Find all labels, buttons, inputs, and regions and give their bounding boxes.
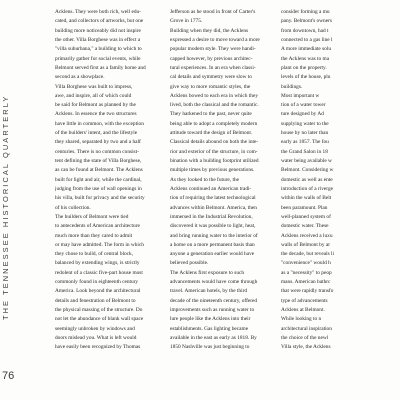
text-line: they chose to build, of central block, bbox=[55, 251, 134, 258]
text-line: cated, and collectors of artworks, but one bbox=[55, 18, 144, 25]
text-line: redolent of a classic five-part house most bbox=[55, 269, 143, 276]
text-line: building more noticeably did not inspire bbox=[55, 27, 141, 34]
text-line: centuries. There is no common consist- bbox=[55, 148, 139, 155]
text-line: Jefferson as he stood in front of Carter's bbox=[170, 9, 256, 15]
text-line: Most important w bbox=[281, 92, 320, 99]
text-line: While looking to n bbox=[281, 316, 322, 323]
text-line: domestic as well as ente bbox=[281, 176, 333, 183]
text-line: "convenience" would h bbox=[281, 260, 331, 267]
text-line: expressed a desire to move toward a more bbox=[170, 36, 260, 43]
text-line: introduction of a riverge bbox=[281, 185, 333, 192]
text-line: the decade, but reveals li bbox=[281, 251, 334, 258]
text-line: or may have admitted. The form in which bbox=[55, 241, 144, 248]
text-line: tent defining the state of Villa Borghese, bbox=[55, 158, 142, 164]
text-line: pany. Belmont's owners bbox=[281, 18, 332, 25]
text-line: water being available w bbox=[281, 158, 332, 164]
text-line: immersed in the Industrial Revolution, bbox=[170, 213, 253, 220]
text-line: America. Look beyond the architectural bbox=[55, 288, 141, 295]
text-line: travel. American hotels, by the third bbox=[170, 288, 248, 295]
text-line: much more than they cared to admit bbox=[55, 232, 133, 239]
text-line: been paramount. Plan bbox=[281, 204, 328, 211]
text-line: built for light and air, while the cardinal, bbox=[55, 176, 142, 183]
text-line: establishments. Gas lighting became bbox=[170, 325, 249, 332]
text-line: Villa Borghese was built to impress, bbox=[55, 83, 133, 90]
text-line: supplying water to the bbox=[281, 120, 329, 127]
text-line: Acklens bowed to each era in which they bbox=[170, 92, 258, 99]
text-line: Acklens continued an American tradi- bbox=[170, 185, 252, 192]
text-line: his villa, built for privacy and the security bbox=[55, 195, 145, 202]
text-line: They harkened to the past, never quite bbox=[170, 111, 252, 118]
text-line: type of advancements bbox=[281, 297, 328, 304]
text-line: seemingly unbroken by windows and bbox=[55, 325, 135, 332]
text-line: being able to adopt a completely modern bbox=[170, 120, 258, 127]
text-line: the Grand Salon in 18 bbox=[281, 148, 328, 155]
text-line: details and fenestration of Belmont to bbox=[55, 297, 136, 304]
text-line: consider forming a mu bbox=[281, 9, 330, 15]
text-line: doors mislead you. What is left would bbox=[55, 334, 137, 341]
text-line: and bring running water to the interior of bbox=[170, 232, 258, 239]
text-line: tion of requiring the latest technological bbox=[170, 195, 256, 202]
text-line: plant on the property. bbox=[281, 64, 327, 71]
text-line: judging from the use of wall openings in bbox=[55, 185, 142, 192]
text-column-2 bbox=[170, 8, 278, 353]
text-line: architectural inspiration bbox=[281, 325, 332, 332]
text-line: improvements such as running water to bbox=[170, 307, 255, 313]
text-line: Classical details abound on both the inte- bbox=[170, 139, 259, 146]
text-line: from downtown, had t bbox=[281, 27, 329, 34]
text-line: buildings. bbox=[281, 83, 303, 90]
text-line: domestic water. These bbox=[281, 223, 329, 230]
text-line: capped however, by previous architec- bbox=[170, 55, 253, 62]
text-line: decade of the nineteenth century, offered bbox=[170, 297, 258, 304]
text-line: ture designed by Ad bbox=[281, 111, 324, 118]
text-line: Acklens at Belmont. bbox=[281, 307, 325, 313]
text-line: Grove in 1775. bbox=[170, 18, 203, 25]
text-line: connected to a gas line l bbox=[281, 36, 333, 43]
text-line: give way to more romantic styles, the bbox=[170, 83, 251, 90]
text-line: awe, and inspire, all of which could bbox=[55, 92, 132, 99]
text-line: house by no later than bbox=[281, 130, 329, 137]
text-line: bination with a building footprint utilized bbox=[170, 158, 259, 164]
text-line: available in the east as early as 1818. By bbox=[170, 334, 257, 341]
text-line: advances within Belmont. America, then bbox=[170, 204, 257, 211]
text-line: tural experiences. In an era when classi- bbox=[170, 64, 256, 71]
text-line: walls of Belmont by ar bbox=[281, 241, 330, 248]
text-line: discovered it was possible to light, heat, bbox=[170, 223, 256, 230]
text-line: the Acklens was to ma bbox=[281, 55, 330, 62]
text-line: lived, both the classical and the romantic. bbox=[170, 102, 259, 109]
text-line: As they looked to the future, the bbox=[170, 176, 240, 183]
text-line: rior and exterior of the structure, in com- bbox=[170, 148, 258, 155]
text-line: levels of the house, plu bbox=[281, 74, 331, 81]
text-line: early as 1857. The fou bbox=[281, 139, 329, 146]
text-line: mans. American bathrc bbox=[281, 279, 331, 286]
text-line: attitude toward the design of Belmont. bbox=[170, 130, 253, 137]
text-line: to antecedents of American architecture bbox=[55, 223, 140, 230]
text-line: Belmont. Considering w bbox=[281, 167, 334, 174]
text-line: second as a showplace. bbox=[55, 74, 105, 81]
text-line: of the builders' intent, and the lifestyle bbox=[55, 130, 138, 137]
text-line: as can be found at Belmont. The Acklens bbox=[55, 167, 143, 174]
text-line: advancements would have come through bbox=[170, 279, 258, 286]
text-line: Building when they did, the Acklens bbox=[170, 27, 249, 34]
text-line: popular modern style. They were handi- bbox=[170, 46, 256, 53]
text-line: as a "necessity" to peop bbox=[281, 269, 332, 276]
text-line: "villa suburbana," a building to which to bbox=[55, 46, 142, 53]
text-line: multiple times by previous generations. bbox=[170, 167, 255, 174]
text-line: A more immediate solu bbox=[281, 46, 332, 53]
text-line: The Acklens first exposure to such bbox=[170, 269, 245, 276]
text-line: tion of a water tower bbox=[281, 102, 326, 109]
text-line: balanced by extending wings, is strictly bbox=[55, 260, 140, 267]
text-line: Villa style, the Acklens bbox=[281, 344, 331, 351]
running-head-text: THE TENNESSEE HISTORICAL QUARTERLY bbox=[1, 94, 10, 320]
text-line: a home on a more permanent basis than bbox=[170, 241, 255, 248]
text-line: Acklens. They were both rich, well edu- bbox=[55, 9, 141, 15]
text-line: Acklens received a luxu bbox=[281, 232, 333, 239]
text-line: be said for Belmont as planned by the bbox=[55, 102, 136, 109]
text-line: lure people like the Acklens into their bbox=[170, 316, 251, 323]
text-line: not let the abundance of blank wall space bbox=[55, 316, 144, 323]
text-line: the choice of the newl bbox=[281, 334, 329, 341]
text-line: Acklens. In essence the two structures bbox=[55, 111, 137, 118]
text-line: The builders of Belmont were tied bbox=[55, 213, 129, 220]
text-line: commonly found in eighteenth century bbox=[55, 279, 139, 286]
text-line: have little in common, with the exception bbox=[55, 120, 144, 127]
text-line: Belmont served first as a family home and bbox=[55, 64, 146, 71]
text-line: 1850 Nashville was just beginning to bbox=[170, 344, 250, 351]
text-line: they shared, separated by two and a half bbox=[55, 139, 141, 146]
text-line: the other. Villa Borghese was in effect a bbox=[55, 36, 141, 43]
text-column-1 bbox=[55, 8, 168, 353]
text-line: cal details and symmetry were slow to bbox=[170, 74, 252, 81]
text-line: primarily gather for social events, while bbox=[55, 55, 141, 62]
text-line: that were rapidly transfo bbox=[281, 288, 334, 295]
text-line: within the walls of Belt bbox=[281, 195, 332, 202]
text-column-3 bbox=[281, 8, 400, 353]
text-line: well-planned system of bbox=[281, 213, 331, 220]
text-line: the physical massing of the structure. Do bbox=[55, 307, 143, 313]
text-line: have easily been recognized by Thomas bbox=[55, 344, 141, 351]
text-line: of his collection. bbox=[55, 204, 91, 211]
page-number: 76 bbox=[2, 370, 15, 382]
text-line: believed possible. bbox=[170, 260, 209, 267]
text-line: anyone a generation earlier would have bbox=[170, 251, 255, 258]
